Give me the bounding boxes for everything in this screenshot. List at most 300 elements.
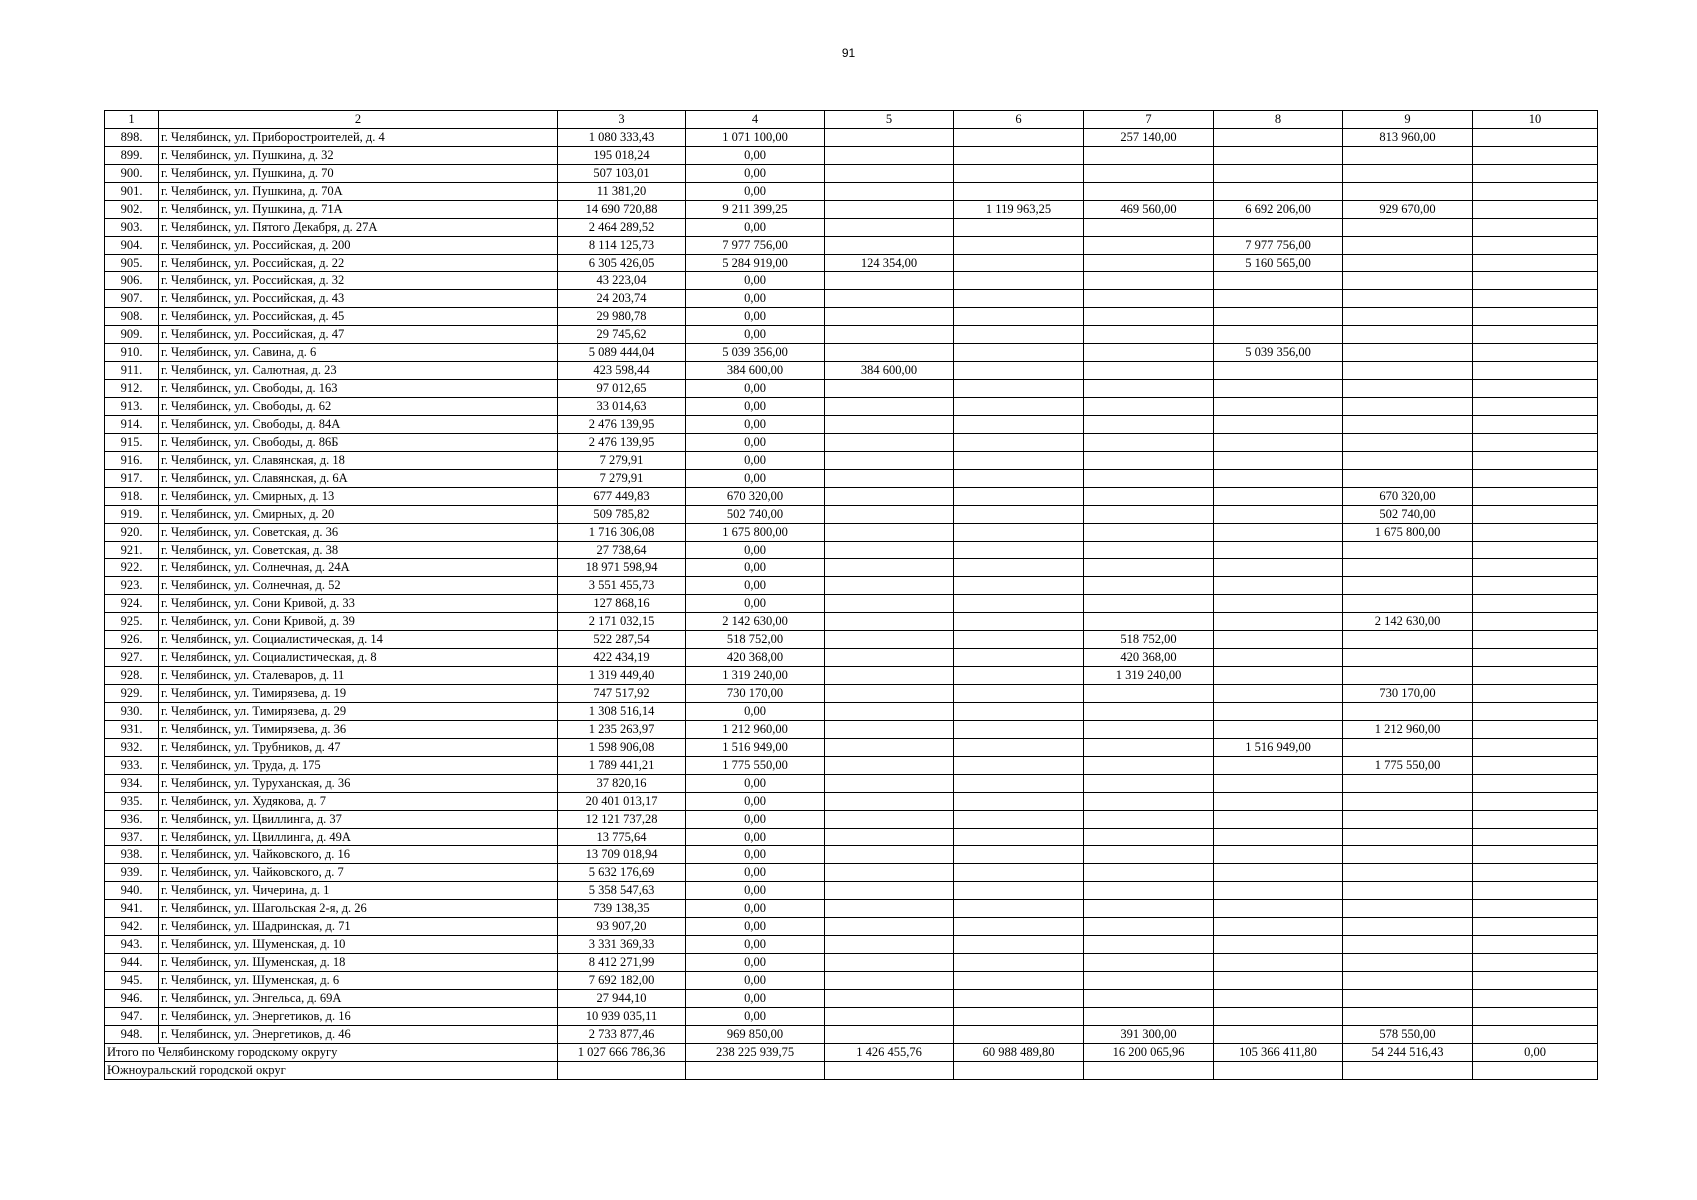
col-8-value-cell bbox=[1214, 398, 1343, 416]
col-3-value-cell: 195 018,24 bbox=[558, 146, 686, 164]
col-7-value-cell bbox=[1084, 882, 1214, 900]
table-row bbox=[105, 882, 1598, 900]
col-4-value-cell: 0,00 bbox=[686, 774, 825, 792]
address-cell: г. Челябинск, ул. Сони Кривой, д. 39 bbox=[159, 613, 558, 631]
table-row bbox=[105, 792, 1598, 810]
col-3-value-cell: 37 820,16 bbox=[558, 774, 686, 792]
address-cell: г. Челябинск, ул. Чичерина, д. 1 bbox=[159, 882, 558, 900]
col-10-value-cell bbox=[1473, 146, 1598, 164]
col-5-value-cell bbox=[825, 505, 954, 523]
address-cell: г. Челябинск, ул. Труда, д. 175 bbox=[159, 756, 558, 774]
address-cell: г. Челябинск, ул. Трубников, д. 47 bbox=[159, 738, 558, 756]
col-10-value-cell bbox=[1473, 613, 1598, 631]
row-number-cell: 926. bbox=[105, 631, 159, 649]
col-9-value-cell bbox=[1343, 218, 1473, 236]
col-5-value-cell bbox=[825, 989, 954, 1007]
col-8-value-cell bbox=[1214, 846, 1343, 864]
col-7-value-cell bbox=[1084, 613, 1214, 631]
address-cell: г. Челябинск, ул. Российская, д. 43 bbox=[159, 290, 558, 308]
col-8-value-cell bbox=[1214, 433, 1343, 451]
col-3-value-cell: 2 733 877,46 bbox=[558, 1025, 686, 1043]
col-5-value-cell bbox=[825, 272, 954, 290]
row-number-cell: 941. bbox=[105, 900, 159, 918]
col-9-value-cell: 2 142 630,00 bbox=[1343, 613, 1473, 631]
col-5-value-cell bbox=[825, 936, 954, 954]
col-3-value-cell: 2 476 139,95 bbox=[558, 433, 686, 451]
total-value-cell: 0,00 bbox=[1473, 1043, 1598, 1061]
col-3-value-cell: 12 121 737,28 bbox=[558, 810, 686, 828]
col-3-value-cell: 8 114 125,73 bbox=[558, 236, 686, 254]
col-4-value-cell: 0,00 bbox=[686, 936, 825, 954]
table-row bbox=[105, 810, 1598, 828]
col-4-value-cell: 0,00 bbox=[686, 398, 825, 416]
col-10-value-cell bbox=[1473, 200, 1598, 218]
row-number-cell: 920. bbox=[105, 523, 159, 541]
col-5-value-cell bbox=[825, 702, 954, 720]
col-6-value-cell bbox=[954, 846, 1084, 864]
col-6-value-cell bbox=[954, 702, 1084, 720]
col-8-value-cell bbox=[1214, 290, 1343, 308]
row-number-cell: 913. bbox=[105, 398, 159, 416]
col-5-value-cell bbox=[825, 756, 954, 774]
col-8-value-cell bbox=[1214, 182, 1343, 200]
row-number-cell: 898. bbox=[105, 128, 159, 146]
col-10-value-cell bbox=[1473, 128, 1598, 146]
col-10-value-cell bbox=[1473, 774, 1598, 792]
col-9-value-cell: 813 960,00 bbox=[1343, 128, 1473, 146]
row-number-cell: 946. bbox=[105, 989, 159, 1007]
col-7-value-cell: 469 560,00 bbox=[1084, 200, 1214, 218]
col-3-value-cell: 507 103,01 bbox=[558, 164, 686, 182]
col-6-value-cell bbox=[954, 792, 1084, 810]
col-3-value-cell: 97 012,65 bbox=[558, 380, 686, 398]
col-6-value-cell bbox=[954, 918, 1084, 936]
col-5-value-cell bbox=[825, 200, 954, 218]
address-cell: г. Челябинск, ул. Шуменская, д. 6 bbox=[159, 972, 558, 990]
table-row bbox=[105, 595, 1598, 613]
address-cell: г. Челябинск, ул. Пушкина, д. 32 bbox=[159, 146, 558, 164]
col-3-value-cell: 5 089 444,04 bbox=[558, 344, 686, 362]
col-7-value-cell: 1 319 240,00 bbox=[1084, 667, 1214, 685]
total-row bbox=[105, 1043, 1598, 1061]
col-9-value-cell bbox=[1343, 972, 1473, 990]
col-7-value-cell bbox=[1084, 469, 1214, 487]
col-5-value-cell bbox=[825, 469, 954, 487]
col-3-value-cell: 10 939 035,11 bbox=[558, 1007, 686, 1025]
col-4-value-cell: 5 284 919,00 bbox=[686, 254, 825, 272]
address-cell: г. Челябинск, ул. Российская, д. 45 bbox=[159, 308, 558, 326]
empty-cell bbox=[954, 1061, 1084, 1079]
col-7-value-cell bbox=[1084, 326, 1214, 344]
col-10-value-cell bbox=[1473, 362, 1598, 380]
col-4-value-cell: 0,00 bbox=[686, 954, 825, 972]
table-body bbox=[105, 111, 1598, 1080]
col-6-value-cell bbox=[954, 308, 1084, 326]
col-5-value-cell bbox=[825, 1025, 954, 1043]
row-number-cell: 908. bbox=[105, 308, 159, 326]
col-9-value-cell: 670 320,00 bbox=[1343, 487, 1473, 505]
row-number-cell: 944. bbox=[105, 954, 159, 972]
row-number-cell: 911. bbox=[105, 362, 159, 380]
col-4-value-cell: 0,00 bbox=[686, 433, 825, 451]
col-10-value-cell bbox=[1473, 989, 1598, 1007]
col-4-value-cell: 0,00 bbox=[686, 415, 825, 433]
col-8-value-cell: 1 516 949,00 bbox=[1214, 738, 1343, 756]
col-7-value-cell bbox=[1084, 846, 1214, 864]
col-8-value-cell bbox=[1214, 1025, 1343, 1043]
col-10-value-cell bbox=[1473, 254, 1598, 272]
col-10-value-cell bbox=[1473, 164, 1598, 182]
col-4-value-cell: 969 850,00 bbox=[686, 1025, 825, 1043]
col-6-value-cell bbox=[954, 631, 1084, 649]
address-cell: г. Челябинск, ул. Туруханская, д. 36 bbox=[159, 774, 558, 792]
col-3-value-cell: 13 775,64 bbox=[558, 828, 686, 846]
address-cell: г. Челябинск, ул. Смирных, д. 13 bbox=[159, 487, 558, 505]
row-number-cell: 939. bbox=[105, 864, 159, 882]
col-6-value-cell bbox=[954, 810, 1084, 828]
col-7-value-cell bbox=[1084, 577, 1214, 595]
address-cell: г. Челябинск, ул. Славянская, д. 18 bbox=[159, 451, 558, 469]
col-5-value-cell bbox=[825, 128, 954, 146]
row-number-cell: 924. bbox=[105, 595, 159, 613]
col-7-value-cell bbox=[1084, 954, 1214, 972]
col-5-value-cell: 124 354,00 bbox=[825, 254, 954, 272]
col-3-value-cell: 1 716 306,08 bbox=[558, 523, 686, 541]
col-6-value-cell bbox=[954, 595, 1084, 613]
col-3-value-cell: 3 551 455,73 bbox=[558, 577, 686, 595]
col-9-value-cell bbox=[1343, 595, 1473, 613]
address-cell: г. Челябинск, ул. Худякова, д. 7 bbox=[159, 792, 558, 810]
table-row bbox=[105, 433, 1598, 451]
col-3-value-cell: 20 401 013,17 bbox=[558, 792, 686, 810]
col-9-value-cell bbox=[1343, 254, 1473, 272]
col-9-value-cell bbox=[1343, 864, 1473, 882]
col-3-value-cell: 677 449,83 bbox=[558, 487, 686, 505]
col-9-value-cell bbox=[1343, 380, 1473, 398]
address-cell: г. Челябинск, ул. Чайковского, д. 7 bbox=[159, 864, 558, 882]
row-number-cell: 925. bbox=[105, 613, 159, 631]
address-cell: г. Челябинск, ул. Тимирязева, д. 29 bbox=[159, 702, 558, 720]
col-8-value-cell bbox=[1214, 828, 1343, 846]
row-number-cell: 903. bbox=[105, 218, 159, 236]
col-10-value-cell bbox=[1473, 738, 1598, 756]
col-9-value-cell bbox=[1343, 846, 1473, 864]
col-5-value-cell bbox=[825, 487, 954, 505]
col-4-value-cell: 7 977 756,00 bbox=[686, 236, 825, 254]
col-3-value-cell: 3 331 369,33 bbox=[558, 936, 686, 954]
col-6-value-cell bbox=[954, 272, 1084, 290]
col-7-value-cell bbox=[1084, 810, 1214, 828]
col-8-value-cell bbox=[1214, 469, 1343, 487]
row-number-cell: 936. bbox=[105, 810, 159, 828]
address-cell: г. Челябинск, ул. Пятого Декабря, д. 27А bbox=[159, 218, 558, 236]
col-9-value-cell bbox=[1343, 882, 1473, 900]
col-6-value-cell bbox=[954, 900, 1084, 918]
row-number-cell: 940. bbox=[105, 882, 159, 900]
row-number-cell: 899. bbox=[105, 146, 159, 164]
table-row bbox=[105, 487, 1598, 505]
col-3-value-cell: 5 632 176,69 bbox=[558, 864, 686, 882]
col-4-value-cell: 502 740,00 bbox=[686, 505, 825, 523]
col-3-value-cell: 29 980,78 bbox=[558, 308, 686, 326]
col-10-value-cell bbox=[1473, 882, 1598, 900]
col-8-value-cell bbox=[1214, 667, 1343, 685]
col-10-value-cell bbox=[1473, 308, 1598, 326]
col-5-value-cell bbox=[825, 864, 954, 882]
address-cell: г. Челябинск, ул. Шадринская, д. 71 bbox=[159, 918, 558, 936]
col-9-value-cell bbox=[1343, 146, 1473, 164]
col-6-value-cell bbox=[954, 541, 1084, 559]
col-10-value-cell bbox=[1473, 451, 1598, 469]
table-row bbox=[105, 326, 1598, 344]
col-4-value-cell: 670 320,00 bbox=[686, 487, 825, 505]
col-8-value-cell bbox=[1214, 685, 1343, 703]
col-10-value-cell bbox=[1473, 523, 1598, 541]
col-8-value-cell bbox=[1214, 415, 1343, 433]
col-7-value-cell bbox=[1084, 433, 1214, 451]
col-6-value-cell bbox=[954, 451, 1084, 469]
col-10-value-cell bbox=[1473, 236, 1598, 254]
address-cell: г. Челябинск, ул. Сталеваров, д. 11 bbox=[159, 667, 558, 685]
col-6-value-cell bbox=[954, 720, 1084, 738]
col-7-value-cell bbox=[1084, 362, 1214, 380]
col-4-value-cell: 0,00 bbox=[686, 164, 825, 182]
col-3-value-cell: 747 517,92 bbox=[558, 685, 686, 703]
col-6-value-cell bbox=[954, 864, 1084, 882]
col-4-value-cell: 0,00 bbox=[686, 182, 825, 200]
table-row bbox=[105, 469, 1598, 487]
col-8-value-cell bbox=[1214, 326, 1343, 344]
col-8-value-cell bbox=[1214, 380, 1343, 398]
col-4-value-cell: 1 516 949,00 bbox=[686, 738, 825, 756]
col-8-value-cell bbox=[1214, 164, 1343, 182]
col-5-value-cell bbox=[825, 738, 954, 756]
address-cell: г. Челябинск, ул. Энгельса, д. 69А bbox=[159, 989, 558, 1007]
col-10-value-cell bbox=[1473, 182, 1598, 200]
col-7-value-cell bbox=[1084, 720, 1214, 738]
col-5-value-cell bbox=[825, 559, 954, 577]
col-10-value-cell bbox=[1473, 290, 1598, 308]
address-cell: г. Челябинск, ул. Приборостроителей, д. 4 bbox=[159, 128, 558, 146]
col-3-value-cell: 11 381,20 bbox=[558, 182, 686, 200]
col-4-value-cell: 0,00 bbox=[686, 810, 825, 828]
row-number-cell: 900. bbox=[105, 164, 159, 182]
address-cell: г. Челябинск, ул. Российская, д. 47 bbox=[159, 326, 558, 344]
table-row bbox=[105, 236, 1598, 254]
table-row bbox=[105, 128, 1598, 146]
row-number-cell: 938. bbox=[105, 846, 159, 864]
col-9-value-cell bbox=[1343, 164, 1473, 182]
table-row bbox=[105, 613, 1598, 631]
col-10-value-cell bbox=[1473, 505, 1598, 523]
col-9-value-cell bbox=[1343, 308, 1473, 326]
row-number-cell: 930. bbox=[105, 702, 159, 720]
col-10-value-cell bbox=[1473, 649, 1598, 667]
col-8-value-cell bbox=[1214, 756, 1343, 774]
table-row bbox=[105, 505, 1598, 523]
col-8-value-cell bbox=[1214, 918, 1343, 936]
total-value-cell: 60 988 489,80 bbox=[954, 1043, 1084, 1061]
col-4-value-cell: 730 170,00 bbox=[686, 685, 825, 703]
col-10-value-cell bbox=[1473, 756, 1598, 774]
col-6-value-cell bbox=[954, 989, 1084, 1007]
address-cell: г. Челябинск, ул. Энергетиков, д. 46 bbox=[159, 1025, 558, 1043]
table-row bbox=[105, 720, 1598, 738]
col-5-value-cell bbox=[825, 308, 954, 326]
col-7-value-cell bbox=[1084, 702, 1214, 720]
col-10-value-cell bbox=[1473, 577, 1598, 595]
col-4-value-cell: 0,00 bbox=[686, 864, 825, 882]
col-9-value-cell bbox=[1343, 631, 1473, 649]
col-10-value-cell bbox=[1473, 398, 1598, 416]
col-4-value-cell: 0,00 bbox=[686, 972, 825, 990]
table-row bbox=[105, 828, 1598, 846]
col-6-value-cell bbox=[954, 398, 1084, 416]
col-4-value-cell: 1 212 960,00 bbox=[686, 720, 825, 738]
row-number-cell: 932. bbox=[105, 738, 159, 756]
col-3-value-cell: 43 223,04 bbox=[558, 272, 686, 290]
address-cell: г. Челябинск, ул. Салютная, д. 23 bbox=[159, 362, 558, 380]
col-7-value-cell bbox=[1084, 451, 1214, 469]
empty-cell bbox=[1084, 1061, 1214, 1079]
col-6-value-cell bbox=[954, 954, 1084, 972]
col-8-value-cell bbox=[1214, 523, 1343, 541]
col-8-value-cell bbox=[1214, 595, 1343, 613]
col-5-value-cell bbox=[825, 649, 954, 667]
table-row bbox=[105, 254, 1598, 272]
col-3-value-cell: 8 412 271,99 bbox=[558, 954, 686, 972]
col-9-value-cell bbox=[1343, 828, 1473, 846]
table-row bbox=[105, 290, 1598, 308]
table-row bbox=[105, 559, 1598, 577]
column-header: 7 bbox=[1084, 111, 1214, 129]
column-header: 2 bbox=[159, 111, 558, 129]
address-cell: г. Челябинск, ул. Цвиллинга, д. 49А bbox=[159, 828, 558, 846]
row-number-cell: 947. bbox=[105, 1007, 159, 1025]
col-7-value-cell bbox=[1084, 344, 1214, 362]
col-4-value-cell: 0,00 bbox=[686, 290, 825, 308]
col-6-value-cell bbox=[954, 362, 1084, 380]
row-number-cell: 923. bbox=[105, 577, 159, 595]
col-6-value-cell bbox=[954, 936, 1084, 954]
empty-cell bbox=[1473, 1061, 1598, 1079]
row-number-cell: 902. bbox=[105, 200, 159, 218]
col-5-value-cell bbox=[825, 523, 954, 541]
col-10-value-cell bbox=[1473, 415, 1598, 433]
col-9-value-cell bbox=[1343, 326, 1473, 344]
col-7-value-cell: 518 752,00 bbox=[1084, 631, 1214, 649]
address-cell: г. Челябинск, ул. Советская, д. 38 bbox=[159, 541, 558, 559]
col-5-value-cell bbox=[825, 792, 954, 810]
col-6-value-cell bbox=[954, 469, 1084, 487]
col-8-value-cell: 7 977 756,00 bbox=[1214, 236, 1343, 254]
col-3-value-cell: 27 944,10 bbox=[558, 989, 686, 1007]
col-3-value-cell: 1 308 516,14 bbox=[558, 702, 686, 720]
col-4-value-cell: 0,00 bbox=[686, 702, 825, 720]
col-5-value-cell bbox=[825, 810, 954, 828]
row-number-cell: 933. bbox=[105, 756, 159, 774]
col-6-value-cell bbox=[954, 523, 1084, 541]
col-5-value-cell bbox=[825, 398, 954, 416]
col-7-value-cell: 257 140,00 bbox=[1084, 128, 1214, 146]
col-3-value-cell: 13 709 018,94 bbox=[558, 846, 686, 864]
table-row bbox=[105, 308, 1598, 326]
col-10-value-cell bbox=[1473, 954, 1598, 972]
col-3-value-cell: 1 319 449,40 bbox=[558, 667, 686, 685]
col-9-value-cell: 1 675 800,00 bbox=[1343, 523, 1473, 541]
row-number-cell: 942. bbox=[105, 918, 159, 936]
table-row bbox=[105, 738, 1598, 756]
col-9-value-cell: 578 550,00 bbox=[1343, 1025, 1473, 1043]
col-4-value-cell: 0,00 bbox=[686, 846, 825, 864]
col-8-value-cell bbox=[1214, 128, 1343, 146]
address-cell: г. Челябинск, ул. Солнечная, д. 24А bbox=[159, 559, 558, 577]
table-row bbox=[105, 200, 1598, 218]
col-5-value-cell bbox=[825, 882, 954, 900]
col-8-value-cell bbox=[1214, 1007, 1343, 1025]
col-7-value-cell bbox=[1084, 864, 1214, 882]
col-8-value-cell bbox=[1214, 810, 1343, 828]
address-cell: г. Челябинск, ул. Славянская, д. 6А bbox=[159, 469, 558, 487]
empty-cell bbox=[1343, 1061, 1473, 1079]
col-10-value-cell bbox=[1473, 720, 1598, 738]
col-9-value-cell bbox=[1343, 577, 1473, 595]
col-7-value-cell bbox=[1084, 756, 1214, 774]
col-3-value-cell: 7 692 182,00 bbox=[558, 972, 686, 990]
table-row bbox=[105, 164, 1598, 182]
col-7-value-cell bbox=[1084, 559, 1214, 577]
col-4-value-cell: 0,00 bbox=[686, 989, 825, 1007]
col-9-value-cell bbox=[1343, 954, 1473, 972]
col-10-value-cell bbox=[1473, 936, 1598, 954]
col-10-value-cell bbox=[1473, 595, 1598, 613]
col-10-value-cell bbox=[1473, 487, 1598, 505]
col-3-value-cell: 27 738,64 bbox=[558, 541, 686, 559]
col-9-value-cell bbox=[1343, 989, 1473, 1007]
col-10-value-cell bbox=[1473, 828, 1598, 846]
col-5-value-cell bbox=[825, 290, 954, 308]
address-cell: г. Челябинск, ул. Цвиллинга, д. 37 bbox=[159, 810, 558, 828]
col-6-value-cell bbox=[954, 254, 1084, 272]
col-3-value-cell: 33 014,63 bbox=[558, 398, 686, 416]
col-9-value-cell bbox=[1343, 182, 1473, 200]
row-number-cell: 918. bbox=[105, 487, 159, 505]
col-5-value-cell bbox=[825, 613, 954, 631]
col-7-value-cell bbox=[1084, 398, 1214, 416]
column-header: 4 bbox=[686, 111, 825, 129]
col-3-value-cell: 1 235 263,97 bbox=[558, 720, 686, 738]
address-cell: г. Челябинск, ул. Смирных, д. 20 bbox=[159, 505, 558, 523]
col-6-value-cell bbox=[954, 559, 1084, 577]
col-3-value-cell: 5 358 547,63 bbox=[558, 882, 686, 900]
col-8-value-cell bbox=[1214, 954, 1343, 972]
col-7-value-cell bbox=[1084, 380, 1214, 398]
address-cell: г. Челябинск, ул. Свободы, д. 84А bbox=[159, 415, 558, 433]
table-row bbox=[105, 451, 1598, 469]
col-5-value-cell bbox=[825, 433, 954, 451]
col-7-value-cell bbox=[1084, 236, 1214, 254]
col-5-value-cell bbox=[825, 720, 954, 738]
col-10-value-cell bbox=[1473, 559, 1598, 577]
table-row bbox=[105, 989, 1598, 1007]
address-cell: г. Челябинск, ул. Шуменская, д. 10 bbox=[159, 936, 558, 954]
col-8-value-cell bbox=[1214, 146, 1343, 164]
row-number-cell: 905. bbox=[105, 254, 159, 272]
col-7-value-cell bbox=[1084, 505, 1214, 523]
col-6-value-cell bbox=[954, 146, 1084, 164]
col-9-value-cell bbox=[1343, 541, 1473, 559]
total-value-cell: 238 225 939,75 bbox=[686, 1043, 825, 1061]
